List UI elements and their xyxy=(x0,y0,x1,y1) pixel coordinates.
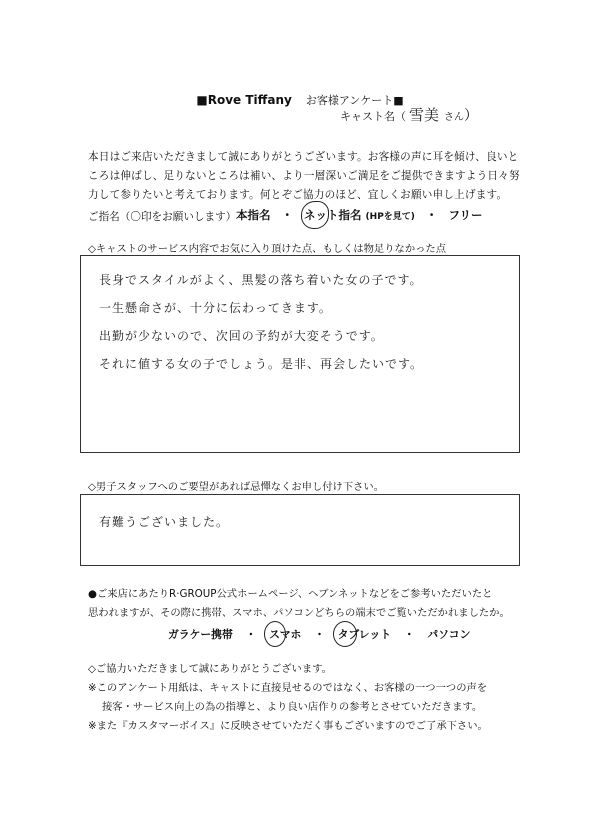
device-question-line: ●ご来店にあたりR·GROUP公式ホームページ、ヘブンネットなどをご参考いただいたと xyxy=(88,588,493,600)
closing-line: 接客・サービス向上の為の指導と、より良い店作りの参考とさせていただきます。 xyxy=(102,701,483,713)
question-cast-service: ◇キャストのサービス内容でお気に入り頂けた点、もしくは物足りなかった点 xyxy=(88,243,447,255)
device-separator: ・ xyxy=(245,628,257,641)
cast-name-handwritten: 雪美 xyxy=(409,106,440,124)
selection-circle-mark xyxy=(301,201,329,229)
closing-line: ※このアンケート用紙は、キャストに直接見せるのではなく、お客様の一つ一つの声を xyxy=(88,682,488,694)
device-separator: ・ xyxy=(403,628,415,641)
intro-paragraph xyxy=(88,148,528,205)
closing-notes xyxy=(88,660,548,736)
nomination-net-note: (HPを見て) xyxy=(365,212,415,222)
intro-line: 力して参りたいと考えております。何とぞご協力のほど、宜しくお願い申し上げます。 xyxy=(88,189,508,201)
cast-suffix-handwritten: さん xyxy=(444,112,465,123)
nomination-label: ご指名（〇印をお願いします） xyxy=(88,211,237,223)
device-question xyxy=(88,585,548,623)
closing-line: ◇ご協力いただきまして誠にありがとうございます。 xyxy=(88,663,332,675)
cast-close: ） xyxy=(464,108,479,124)
device-option-smartphone-label: スマホ xyxy=(269,628,302,641)
device-option-smartphone[interactable] xyxy=(269,628,305,641)
nomination-separator: ・ xyxy=(281,208,294,222)
device-option-tablet-label: タブレット xyxy=(337,628,392,641)
store-name: ■Rove Tiffany xyxy=(196,93,292,107)
survey-subtitle: お客様アンケート■ xyxy=(305,94,404,107)
question-staff-request: ◇男子スタッフへのご要望があれば忌憚なくお申し付け下さい。 xyxy=(88,481,385,493)
nomination-option-net[interactable] xyxy=(304,208,366,222)
handwritten-answer-line: 有難うございました。 xyxy=(99,515,230,529)
nomination-option-free[interactable]: フリー xyxy=(448,208,483,222)
device-question-line: 思われますが、その際に携帯、スマホ、パソコンどちらの端末でご覧いただかれましたか。 xyxy=(88,607,510,619)
closing-line: ※また『カスタマーボイス』に反映させていただく事もございますのでご了承下さい。 xyxy=(88,720,488,732)
answer-box-cast-service[interactable] xyxy=(80,255,520,453)
handwritten-answer-line: 長身でスタイルがよく、黒髪の落ち着いた女の子です。 xyxy=(99,273,423,287)
nomination-option-net-label: ネット指名 xyxy=(304,208,362,222)
intro-line: 本日はご来店いただきまして誠にありがとうございます。お客様の声に耳を傾け、良いと xyxy=(88,151,519,163)
nomination-options xyxy=(236,207,482,223)
device-options xyxy=(168,627,470,642)
device-separator: ・ xyxy=(314,628,325,641)
intro-line: ころは伸ばし、足りないところは補い、より一層深いご満足をご提供できますよう日々努 xyxy=(88,170,520,182)
nomination-separator: ・ xyxy=(425,208,438,222)
handwritten-answer-line: それに値する女の子でしょう。是非、再会したいです。 xyxy=(99,357,424,371)
handwritten-answer-line: 出勤が少ないので、次回の予約が大変そうです。 xyxy=(99,329,384,343)
device-option-feature-phone[interactable]: ガラケー携帯 xyxy=(168,628,233,641)
selection-circle-mark xyxy=(264,621,286,647)
selection-circle-mark xyxy=(333,621,357,647)
nomination-option-regular[interactable]: 本指名 xyxy=(236,208,271,222)
survey-title xyxy=(0,92,600,108)
device-option-tablet[interactable] xyxy=(338,628,395,641)
cast-name-row xyxy=(340,104,478,125)
handwritten-answer-line: 一生懸命さが、十分に伝わってきます。 xyxy=(99,301,332,315)
answer-box-staff-request[interactable] xyxy=(80,494,520,566)
cast-label: キャスト名（ xyxy=(340,110,406,123)
device-option-pc[interactable]: パソコン xyxy=(427,628,471,641)
